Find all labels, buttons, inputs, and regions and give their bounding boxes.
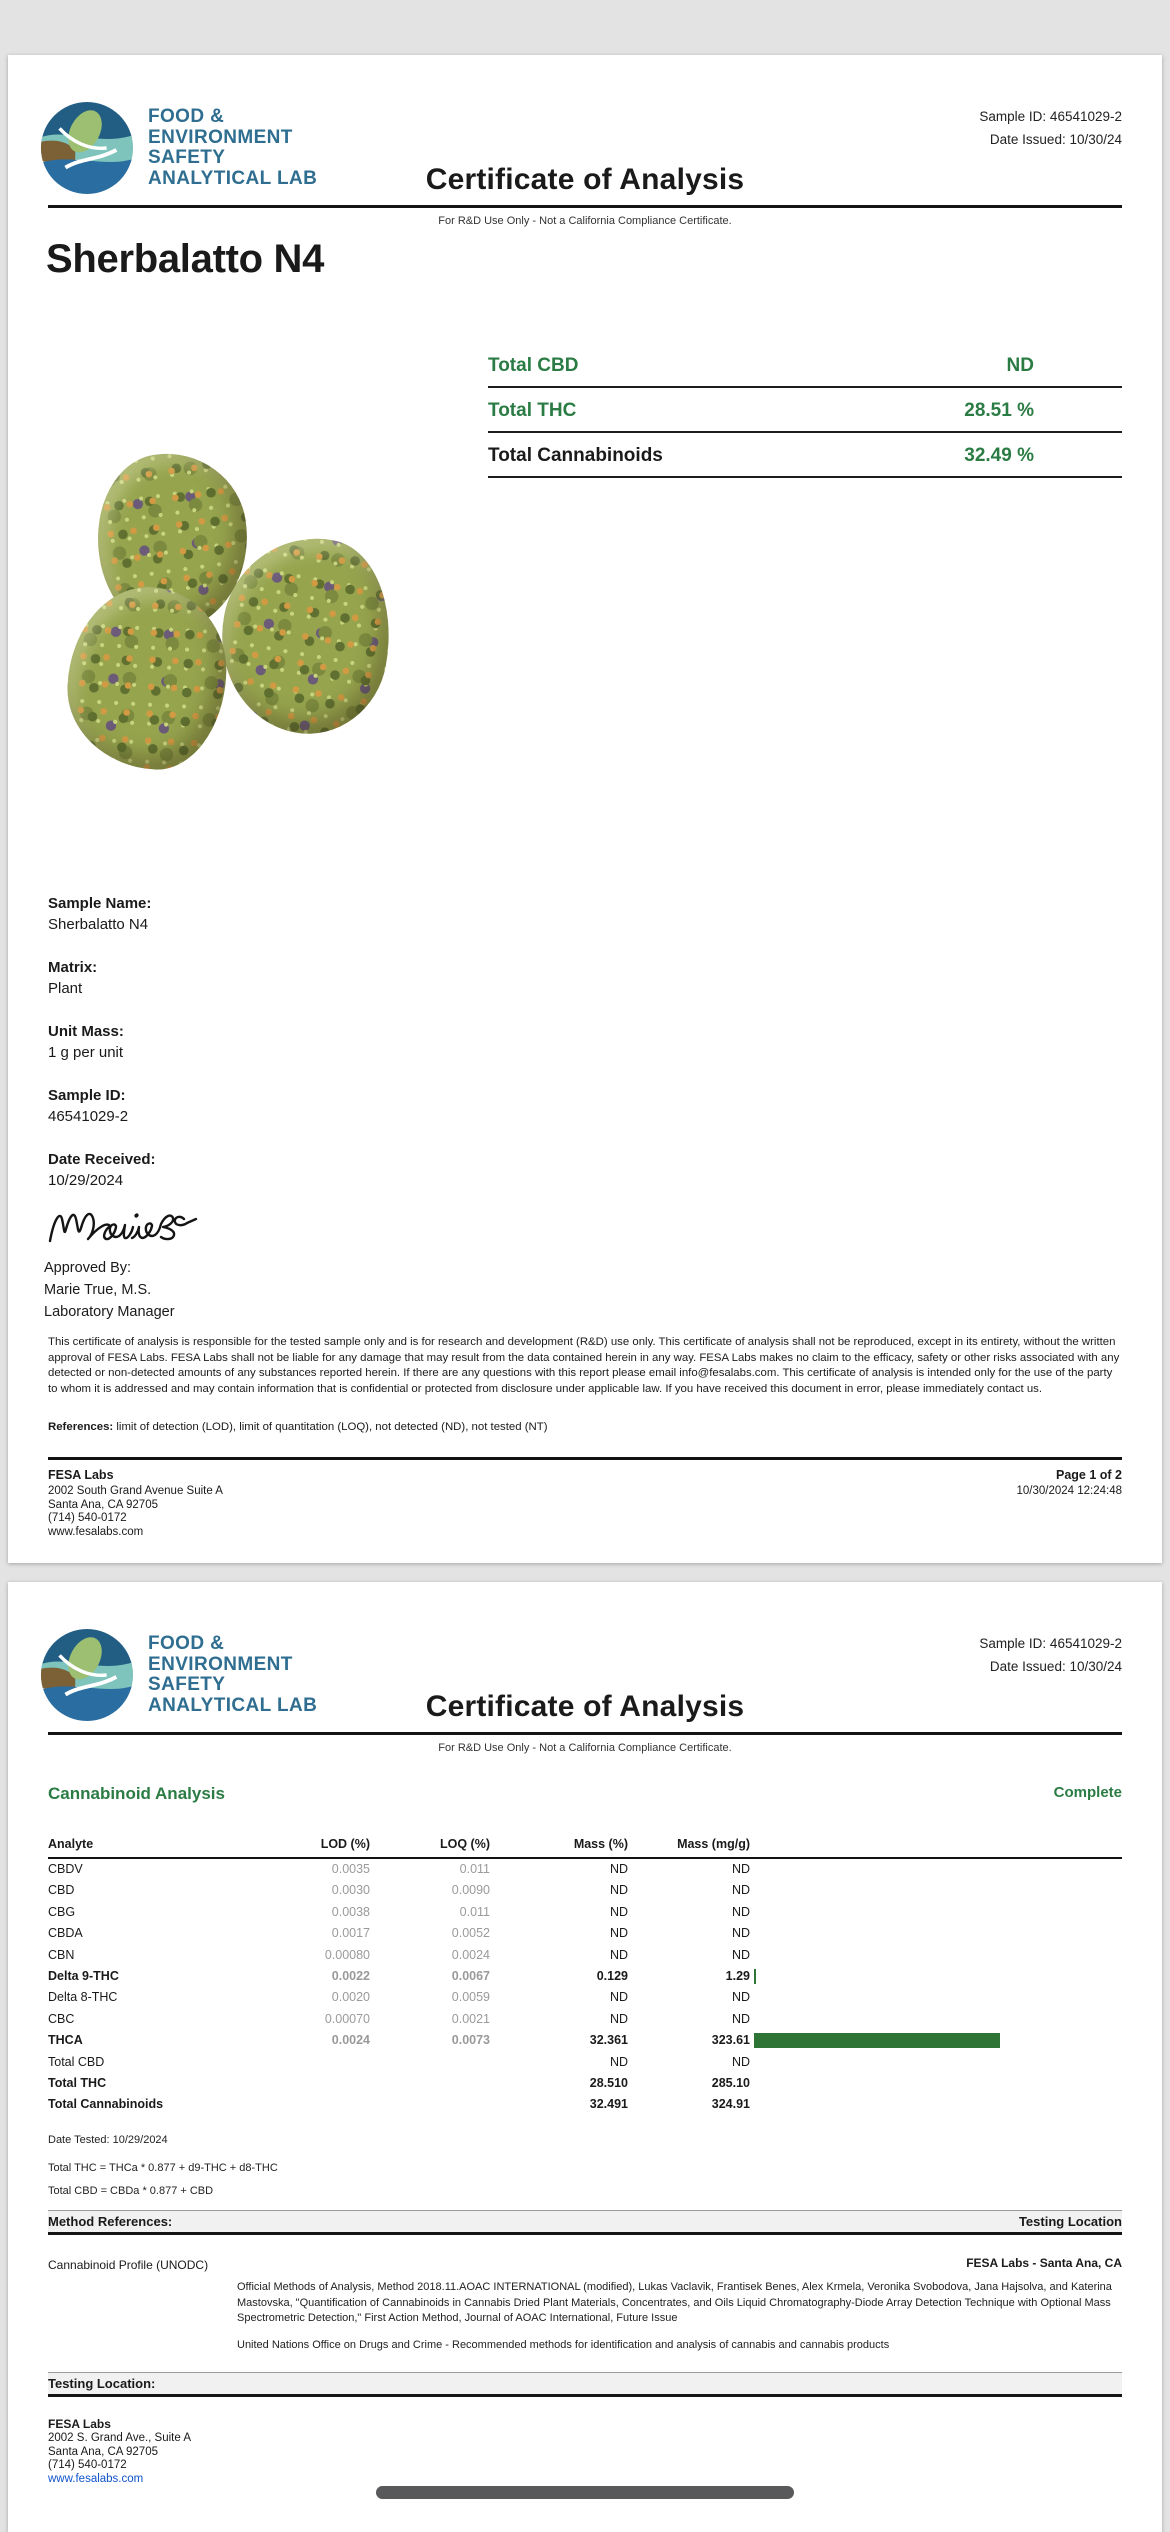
detail-label: Unit Mass: (48, 1023, 124, 1040)
date-tested: Date Tested: 10/29/2024 (48, 2134, 168, 2146)
table-row-thca (48, 2030, 1122, 2051)
table-row (48, 1880, 1122, 1901)
rd-use-tagline: For R&D Use Only - Not a California Compliance Certificate. (438, 215, 732, 227)
cell-mass-mgg: ND (731, 2054, 750, 2069)
detail-sample-id (48, 1085, 156, 1127)
table-row-total-cannabinoids (48, 2094, 1122, 2115)
cell-lod: 0.00080 (324, 1947, 370, 1962)
cell-mass-pct: ND (609, 1926, 628, 1941)
summary-row-total-cbd (488, 351, 1122, 388)
table-header-row (48, 1834, 1122, 1859)
testing-lab-address-1: 2002 S. Grand Ave., Suite A (48, 2432, 191, 2444)
summary-table (488, 351, 1122, 478)
testing-lab-address-2: Santa Ana, CA 92705 (48, 2445, 158, 2458)
method-references-header (48, 2210, 1122, 2235)
summary-label: Total CBD (488, 355, 579, 376)
col-loq: LOQ (%) (440, 1837, 490, 1851)
cell-mass-pct: ND (609, 2011, 628, 2026)
logo-line: SAFETY (148, 1674, 226, 1695)
method-testing-location: FESA Labs - Santa Ana, CA (966, 2256, 1122, 2270)
method-name: Cannabinoid Profile (UNODC) (48, 2258, 209, 2272)
detail-sample-name (48, 893, 156, 935)
summary-value: ND (1006, 355, 1034, 376)
sample-photo (60, 445, 390, 780)
cell-mass-pct: ND (609, 2054, 628, 2069)
table-row (48, 2009, 1122, 2030)
summary-label: Total THC (488, 400, 577, 421)
table-row (48, 1859, 1122, 1880)
footer-address-1: 2002 South Grand Avenue Suite A (48, 1485, 223, 1497)
cannabinoid-table (48, 1834, 1122, 2116)
cell-loq: 0.011 (459, 1862, 490, 1876)
footer-lab-info (48, 1465, 223, 1539)
cell-lod (248, 2052, 370, 2073)
cell-loq: 0.0059 (451, 1990, 490, 2005)
cell-loq: 0.0073 (451, 2033, 490, 2048)
summary-value: 32.49 % (964, 445, 1034, 466)
mass-bar (754, 2033, 1000, 2048)
detail-value: 1 g per unit (48, 1044, 124, 1061)
cell-analyte: CBC (48, 2011, 75, 2026)
cell-mass-mgg: 324.91 (711, 2097, 750, 2112)
cell-loq (370, 2073, 490, 2094)
detail-value: Sherbalatto N4 (48, 916, 149, 933)
aoac-citation: Official Methods of Analysis, Method 2018.11.AOAC INTERNATIONAL (modified), Lukas Vaclavik, Frantisek Benes, Alex Krmela, Veronika Svobodova, Jana Hajsolva, and Katerina Mastovska, "Quantification of Cannabinoids in Cannabis Dried Plant Materials, Concentrates, and Oils Liquid Chromatography-Diode Array Detection Technique with Optional Mass Spectrometric Detection," First Action Method, Journal of AOAC International, Future Issue (237, 2281, 1112, 2324)
testing-lab-phone: (714) 540-0172 (48, 2459, 127, 2471)
cell-mass-pct: 0.129 (596, 1968, 628, 1983)
footer-website: www.fesalabs.com (48, 1525, 144, 1538)
summary-row-total-thc (488, 388, 1122, 433)
cell-analyte: Delta 8-THC (48, 1990, 118, 2005)
cell-analyte: CBD (48, 1883, 75, 1898)
header-meta (979, 1632, 1122, 1678)
cell-lod: 0.0017 (331, 1926, 370, 1941)
cell-mass-pct: ND (609, 1990, 628, 2005)
table-row (48, 1923, 1122, 1944)
testing-lab-website-link[interactable]: www.fesalabs.com (48, 2472, 144, 2485)
detail-label: Date Received: (48, 1151, 156, 1168)
sample-details (48, 893, 156, 1213)
footer-phone: (714) 540-0172 (48, 1512, 127, 1524)
cell-mass-pct: ND (609, 1883, 628, 1898)
logo-line: ENVIRONMENT (148, 1653, 293, 1675)
testing-lab-name: FESA Labs (48, 2417, 111, 2431)
footer-divider (48, 1457, 1122, 1460)
table-row-delta9-thc (48, 1966, 1122, 1987)
cell-lod: 0.0024 (331, 2033, 370, 2048)
cell-loq: 0.0024 (451, 1947, 490, 1962)
col-mass-mgg: Mass (mg/g) (677, 1837, 750, 1851)
sample-id: Sample ID: 46541029-2 (979, 1636, 1122, 1651)
detail-value: Plant (48, 980, 83, 997)
table-row (48, 1987, 1122, 2008)
testing-lab-info (48, 2416, 191, 2486)
cell-analyte: Total THC (48, 2075, 107, 2090)
cell-mass-mgg: ND (731, 1926, 750, 1941)
cell-mass-pct: 32.491 (589, 2097, 628, 2112)
table-row (48, 1945, 1122, 1966)
detail-unit-mass (48, 1021, 156, 1063)
cell-lod: 0.0038 (331, 1904, 370, 1919)
detail-label: Sample ID: (48, 1087, 126, 1104)
cell-mass-pct: 28.510 (589, 2075, 628, 2090)
logo-line: FOOD & (148, 106, 225, 127)
method-references-label: Method References: (48, 2214, 173, 2229)
detail-label: Sample Name: (48, 895, 152, 912)
cell-analyte: Delta 9-THC (48, 1968, 119, 1983)
cannabinoid-analysis-title: Cannabinoid Analysis (48, 1784, 225, 1803)
footer-timestamp: 10/30/2024 12:24:48 (1016, 1485, 1122, 1497)
cell-mass-mgg: ND (731, 1947, 750, 1962)
cell-lod: 0.0030 (331, 1883, 370, 1898)
summary-value: 28.51 % (964, 400, 1034, 421)
date-issued: Date Issued: 10/30/24 (989, 132, 1122, 147)
footer-page-info (1016, 1465, 1122, 1499)
footer-lab-name: FESA Labs (48, 1468, 114, 1482)
references-label: References: (48, 1421, 114, 1433)
home-indicator[interactable] (376, 2486, 794, 2499)
cell-analyte: THCA (48, 2033, 83, 2048)
signature-image (44, 1193, 234, 1257)
coa-page-2 (8, 1582, 1162, 2532)
analysis-status: Complete (1053, 1784, 1122, 1801)
summary-label: Total Cannabinoids (488, 445, 663, 466)
cell-mass-mgg: 285.10 (711, 2075, 750, 2090)
certificate-title: Certificate of Analysis (425, 1690, 745, 1723)
testing-location-header-label: Testing Location: (48, 2376, 156, 2391)
detail-value: 46541029-2 (48, 1108, 129, 1125)
certificate-title: Certificate of Analysis (425, 163, 745, 196)
logo-line: ANALYTICAL LAB (148, 167, 318, 189)
cell-mass-mgg: ND (731, 1904, 750, 1919)
cell-loq: 0.011 (459, 1904, 490, 1919)
cell-loq: 0.0090 (451, 1883, 490, 1898)
testing-location-label: Testing Location (1018, 2214, 1122, 2229)
cell-mass-mgg: ND (731, 1883, 750, 1898)
cell-loq: 0.0021 (451, 2011, 490, 2026)
logo-line: FOOD & (148, 1633, 225, 1654)
page-indicator: Page 1 of 2 (1056, 1468, 1122, 1482)
logo-line: ANALYTICAL LAB (148, 1694, 318, 1716)
col-lod: LOD (%) (320, 1837, 370, 1851)
approver-title: Laboratory Manager (44, 1304, 175, 1320)
cell-lod (248, 2073, 370, 2094)
logo-line: ENVIRONMENT (148, 126, 293, 148)
col-analyte: Analyte (48, 1837, 94, 1851)
cell-lod: 0.00070 (324, 2011, 370, 2026)
unodc-citation: United Nations Office on Drugs and Crime - Recommended methods for identification and analysis of cannabis and cannabis products (237, 2339, 890, 2351)
cell-mass-pct: 32.361 (589, 2033, 628, 2048)
cell-lod: 0.0022 (331, 1968, 370, 1983)
cell-mass-pct: ND (609, 1904, 628, 1919)
detail-matrix (48, 957, 156, 999)
header-divider (48, 205, 1122, 208)
header-meta (979, 105, 1122, 151)
approval-block (44, 1193, 234, 1323)
logo-line: SAFETY (148, 147, 226, 168)
footer-address-2: Santa Ana, CA 92705 (48, 1498, 158, 1511)
header-divider (48, 1732, 1122, 1735)
approver-name: Marie True, M.S. (44, 1282, 152, 1298)
testing-location-header (48, 2372, 1122, 2397)
cell-mass-mgg: ND (731, 1990, 750, 2005)
rd-use-tagline: For R&D Use Only - Not a California Compliance Certificate. (438, 1742, 732, 1754)
coa-page-1 (8, 55, 1162, 1563)
cell-mass-mgg: ND (731, 2011, 750, 2026)
cell-analyte: Total CBD (48, 2054, 105, 2069)
cell-analyte: CBG (48, 1904, 76, 1919)
cell-analyte: CBN (48, 1947, 75, 1962)
legal-disclaimer: This certificate of analysis is responsible for the tested sample only and is for research and development (R&D) use only. This certificate of analysis shall not be reproduced, except in its entirety, without the written approval of FESA Labs. FESA Labs shall not be liable for any damage that may result from the data contained herein in any way. FESA Labs makes no claim to the efficacy, safety or other risks associated with any detected or non-detected amounts of any substances reported herein. If there are any questions with this report please email info@fesalabs.com. This certificate of analysis is intended only for the use of the party to whom it is addressed and may contain information that is confidential or protected from disclosure under applicable law. If you have received this document in error, please immediately contact us. (48, 1336, 1120, 1395)
cell-lod: 0.0020 (331, 1990, 370, 2005)
product-name: Sherbalatto N4 (46, 237, 325, 281)
detail-date-received (48, 1149, 156, 1191)
summary-row-total-cannabinoids (488, 433, 1122, 478)
cell-loq: 0.0067 (451, 1968, 490, 1983)
sample-id: Sample ID: 46541029-2 (979, 109, 1122, 124)
cell-lod: 0.0035 (331, 1862, 370, 1876)
cell-mass-mgg: 1.29 (725, 1968, 750, 1983)
col-mass-pct: Mass (%) (573, 1837, 628, 1851)
table-row (48, 1902, 1122, 1923)
cell-analyte: CBDV (48, 1862, 83, 1876)
approved-by-label: Approved By: (44, 1260, 132, 1276)
cell-analyte: Total Cannabinoids (48, 2097, 164, 2112)
table-row-total-thc (48, 2073, 1122, 2094)
detail-label: Matrix: (48, 959, 98, 976)
cell-mass-pct: ND (609, 1947, 628, 1962)
cell-loq (370, 2052, 490, 2073)
date-issued: Date Issued: 10/30/24 (989, 1659, 1122, 1674)
total-thc-formula: Total THC = THCa * 0.877 + d9-THC + d8-THC (48, 2162, 278, 2174)
cell-mass-mgg: 323.61 (711, 2033, 750, 2048)
references-text: limit of detection (LOD), limit of quantitation (LOQ), not detected (ND), not tested (NT) (113, 1421, 548, 1433)
table-row-total-cbd (48, 2052, 1122, 2073)
cell-loq (370, 2094, 490, 2115)
cell-analyte: CBDA (48, 1926, 83, 1941)
detail-value: 10/29/2024 (48, 1172, 124, 1189)
cell-loq: 0.0052 (451, 1926, 490, 1941)
mass-bar (754, 1969, 756, 1984)
references-line (48, 1421, 1122, 1433)
cell-mass-mgg: ND (731, 1862, 750, 1876)
cell-lod (248, 2094, 370, 2115)
cell-mass-pct: ND (609, 1862, 628, 1876)
total-cbd-formula: Total CBD = CBDa * 0.877 + CBD (48, 2185, 214, 2197)
